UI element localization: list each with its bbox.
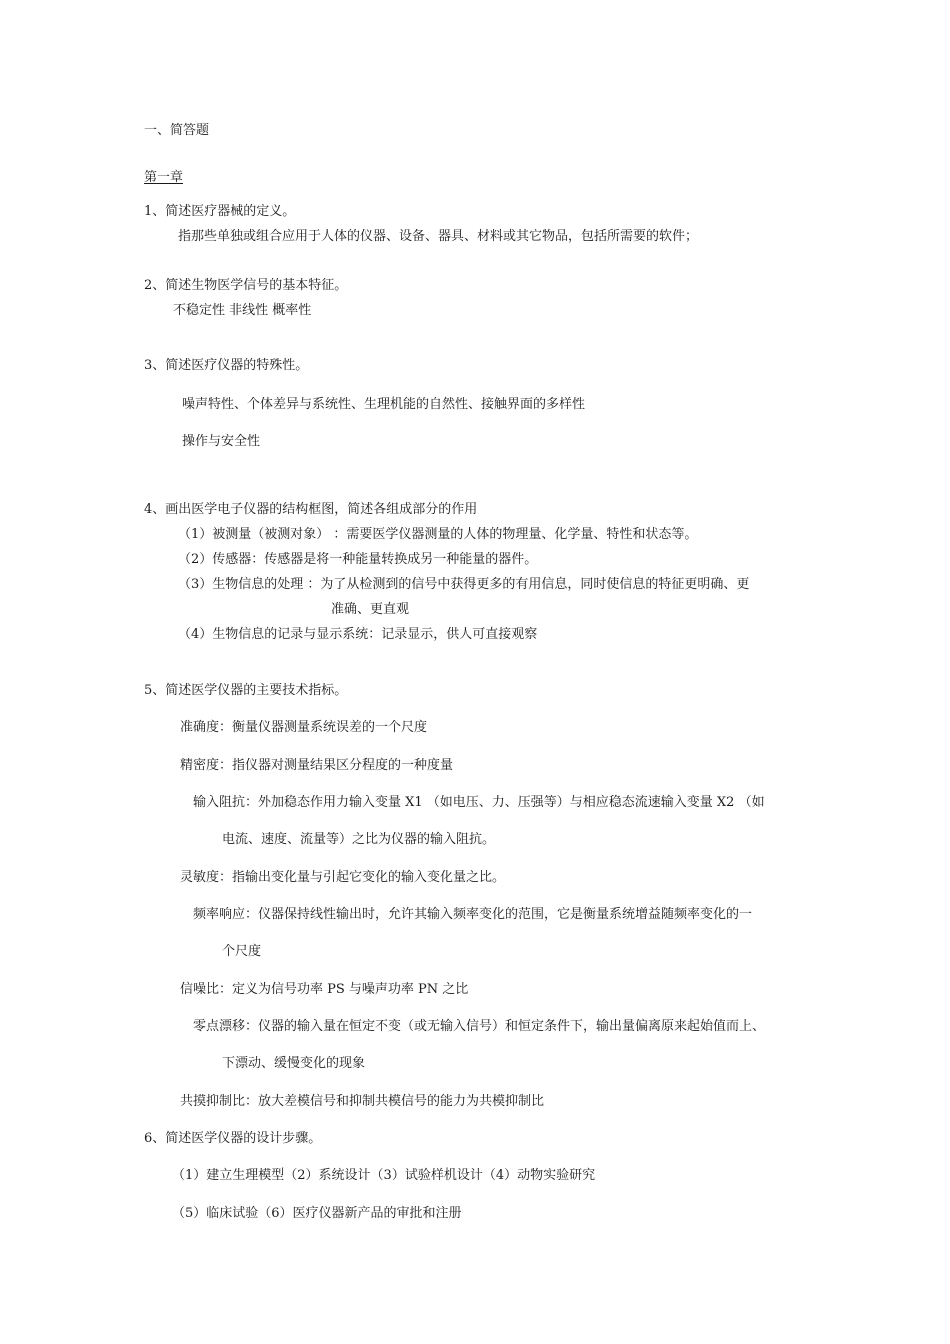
metric-accuracy: 准确度：衡量仪器测量系统误差的一个尺度 xyxy=(180,720,428,735)
question-3: 3、简述医疗仪器的特殊性。 xyxy=(144,358,309,373)
metric-sensitivity: 灵敏度：指输出变化量与引起它变化的输入变化量之比。 xyxy=(180,870,506,885)
answer-6-line-2: （5）临床试验（6）医疗仪器新产品的审批和注册 xyxy=(172,1206,462,1221)
answer-4-item-3-line-2: 准确、更直观 xyxy=(331,602,410,617)
answer-4-item-2: （2）传感器：传感器是将一种能量转换成另一种能量的器件。 xyxy=(178,552,538,567)
question-4: 4、画出医学电子仪器的结构框图，简述各组成部分的作用 xyxy=(144,502,478,517)
answer-1: 指那些单独或组合应用于人体的仪器、设备、器具、材料或其它物品，包括所需要的软件； xyxy=(178,229,699,244)
question-1: 1、简述医疗器械的定义。 xyxy=(144,204,296,219)
question-5: 5、简述医学仪器的主要技术指标。 xyxy=(144,683,348,698)
section-title: 一、简答题 xyxy=(144,123,210,138)
metric-zero-drift-line-1: 零点漂移：仪器的输入量在恒定不变（或无输入信号）和恒定条件下，输出量偏离原来起始值而上、 xyxy=(193,1019,766,1034)
metric-zero-drift-line-2: 下漂动、缓慢变化的现象 xyxy=(222,1056,366,1071)
metric-snr: 信噪比：定义为信号功率 PS 与噪声功率 PN 之比 xyxy=(180,982,469,997)
question-2: 2、简述生物医学信号的基本特征。 xyxy=(144,278,348,293)
answer-4-item-1: （1）被测量（被测对象） ：需要医学仪器测量的人体的物理量、化学量、特性和状态等。 xyxy=(178,527,698,542)
answer-3-line-1: 噪声特性、个体差异与系统性、生理机能的自然性、接触界面的多样性 xyxy=(182,397,586,412)
metric-input-impedance-line-1: 输入阻抗：外加稳态作用力输入变量 X1 （如电压、力、压强等）与相应稳态流速输入变量 X2 （如 xyxy=(193,795,765,810)
metric-frequency-response-line-2: 个尺度 xyxy=(222,944,262,959)
question-6: 6、简述医学仪器的设计步骤。 xyxy=(144,1131,322,1146)
metric-precision: 精密度：指仪器对测量结果区分程度的一种度量 xyxy=(180,758,454,773)
metric-input-impedance-line-2: 电流、速度、流量等）之比为仪器的输入阻抗。 xyxy=(222,832,496,847)
answer-3-line-2: 操作与安全性 xyxy=(182,434,261,449)
answer-4-item-4: （4）生物信息的记录与显示系统：记录显示，供人可直接观察 xyxy=(178,627,538,642)
answer-6-line-1: （1）建立生理模型（2）系统设计（3）试验样机设计（4）动物实验研究 xyxy=(172,1168,596,1183)
answer-4-item-3-line-1: （3）生物信息的处理 ：为了从检测到的信号中获得更多的有用信息，同时使信息的特征更明确、更 xyxy=(178,577,750,592)
chapter-title: 第一章 xyxy=(144,170,184,185)
metric-cmrr: 共摸抑制比：放大差模信号和抑制共模信号的能力为共模抑制比 xyxy=(180,1094,545,1109)
metric-frequency-response-line-1: 频率响应：仪器保持线性输出时，允许其输入频率变化的范围，它是衡量系统增益随频率变化的一 xyxy=(193,907,753,922)
answer-2: 不稳定性 非线性 概率性 xyxy=(173,303,312,318)
